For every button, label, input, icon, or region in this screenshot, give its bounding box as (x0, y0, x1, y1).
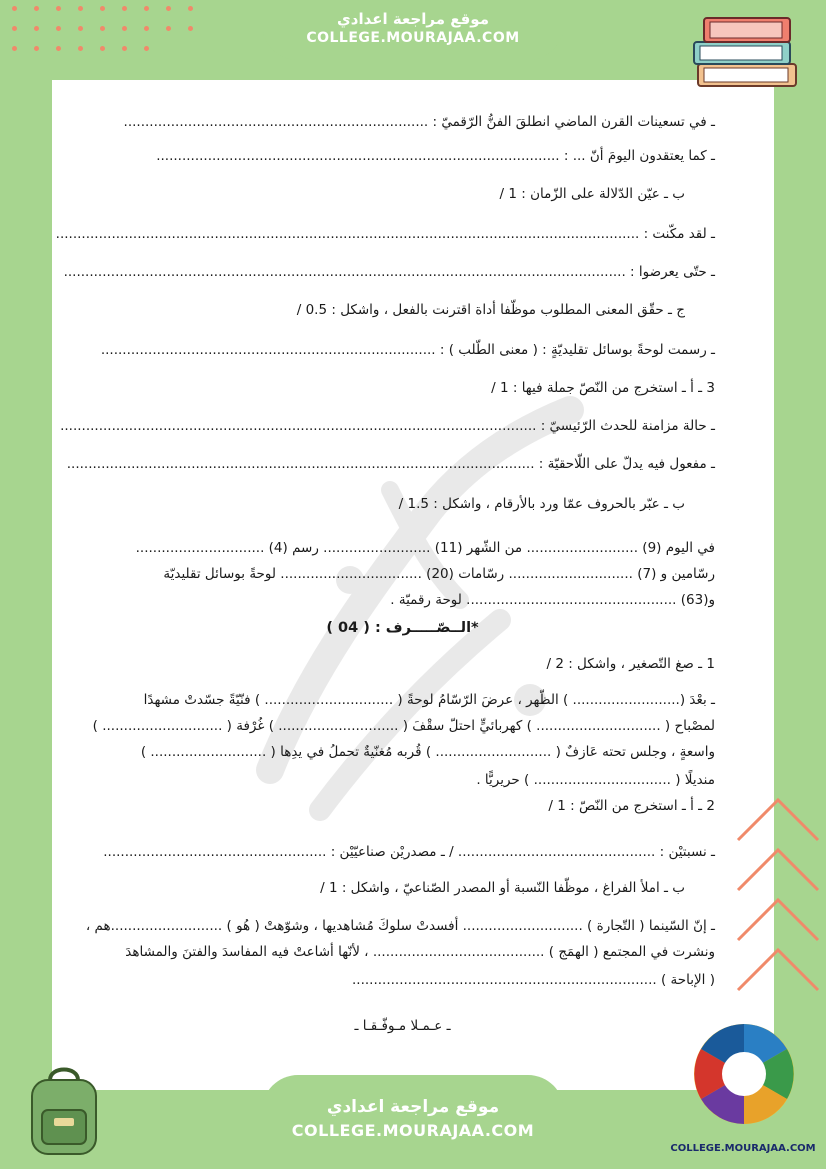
text-line: *الــصّـــــرف : ( 04 ) (326, 620, 479, 636)
text-line: ـ لقد مكّنت : ........................................................................................................................................ (55, 226, 715, 242)
decorative-dot (100, 46, 105, 51)
text-line: ـ إنّ السّينما ( التّجارة ) ............................ أفسدتْ سلوكَ مُشاهديها ، وشوّهتْ ( هُو ) ..........................هم ، (85, 918, 715, 934)
text-line: و(63) ................................................. لوحة رقميّة . (390, 592, 715, 608)
decorative-dot (56, 26, 61, 31)
decorative-dot (100, 6, 105, 11)
text-line: لمصْباح ( ............................. ) كهربائيٍّ احتلّ سقْفَ ( ............................ ) غُرْفة ( ............................ ) (92, 718, 715, 734)
text-line: 3 ـ أ ـ استخرج من النّصّ جملة فيها : 1 / (491, 380, 715, 396)
text-line: ـ مفعول فيه يدلّ على اللّاحقيّة : ............................................................................................................. (66, 456, 715, 472)
site-footer[interactable] (262, 1075, 564, 1169)
decorative-dot (144, 6, 149, 11)
decorative-dot (12, 26, 17, 31)
text-line: ( الإباحة ) ....................................................................... (352, 972, 715, 988)
text-line: في اليوم (9) .......................... من الشّهر (11) ......................... رسم (4) .............................. (135, 540, 715, 556)
backpack-icon (14, 1060, 114, 1160)
text-line: ـ كما يعتقدون اليومَ أنّ ... : .............................................................................................. (156, 148, 715, 164)
text-line: ـ حالة مزامنة للحدث الرّئيسيّ : ............................................................................................................... (60, 418, 715, 434)
decorative-dot (78, 46, 83, 51)
decorative-dot (144, 46, 149, 51)
decorative-dot (100, 26, 105, 31)
text-line: ـ نسبتيْن : .............................................. / ـ مصدريْن صناعيّيْن : .................................................... (103, 844, 715, 860)
decorative-dot (34, 26, 39, 31)
text-line: 1 ـ صغ التّصغير ، واشكل : 2 / (546, 656, 715, 672)
decorative-dot (122, 26, 127, 31)
text-line: ب ـ عبّر بالحروف عمّا ورد بالأرقام ، واشكل : 1.5 / (398, 496, 685, 512)
decorative-dot (12, 46, 17, 51)
text-line: ب ـ املأ الفراغ ، موظّفا النّسبة أو المصدر الصّناعيّ ، واشكل : 1 / (320, 880, 685, 896)
text-line: واسعةٍ ، وجلس تحته عَازفٌ ( ........................... ) قُربه مُغنّيةٌ تحملُ في يدِها ( ........................... ) (140, 744, 715, 760)
footer-site-name: موقع مراجعة اعدادي (326, 1097, 500, 1117)
decorative-dot (34, 6, 39, 11)
text-line: ـ حتّى يعرضوا : ................................................................................................................................... (63, 264, 715, 280)
text-line: رسّامين و (7) ............................. رسّامات (20) ................................. لوحةً بوسائل تقليديّة (163, 566, 715, 582)
site-header[interactable] (262, 0, 564, 60)
decorative-dot (78, 6, 83, 11)
decorative-dot (166, 26, 171, 31)
text-line: ـ رسمت لوحةً بوسائل تقليديّةٍ : ( معنى الطّلب ) : .............................................................................. (100, 342, 715, 358)
decorative-dot (188, 26, 193, 31)
badge-domain: COLLEGE.MOURAJAA.COM (670, 1143, 816, 1154)
text-line: منديلًا ( ................................ ) حريريًّا . (476, 772, 715, 788)
text-line: ـ في تسعينات القرن الماضي انطلقَ الفنُّ الرّقميّ : ....................................................................... (123, 114, 715, 130)
site-name: موقع مراجعة اعدادي (337, 10, 489, 28)
text-line: ونشرت في المجتمع ( الهمَج ) ........................................ ، لأنّها أشاعتْ فيه المفاسدَ والفتنَ والمشاهدَ (125, 944, 715, 960)
decorative-dot (56, 46, 61, 51)
text-line: ج ـ حقّق المعنى المطلوب موظّفا أداة اقترنت بالفعل ، واشكل : 0.5 / (296, 302, 685, 318)
decorative-dot (144, 26, 149, 31)
text-line: ب ـ عيّن الدّلالة على الزّمان : 1 / (499, 186, 685, 202)
text-line: ـ بعْدَ (......................... ) الظّهر ، عرضَ الرّسّامُ لوحةً ( .............................. ) فنّيّةً جسّدتْ مشهدًا (143, 692, 715, 708)
education-wheel-icon (692, 1022, 796, 1126)
decorative-dot (122, 6, 127, 11)
text-line: 2 ـ أ ـ استخرج من النّصّ : 1 / (548, 798, 715, 814)
chevron-up-icon (730, 790, 826, 1040)
text-line: ـ عـمـلا مـوفّـقـا ـ (354, 1018, 451, 1034)
books-icon (690, 6, 802, 96)
decorative-dot (122, 46, 127, 51)
decorative-dot (56, 6, 61, 11)
decorative-dot (12, 6, 17, 11)
decorative-dot (188, 6, 193, 11)
footer-site-domain: COLLEGE.MOURAJAA.COM (291, 1121, 535, 1140)
site-domain: COLLEGE.MOURAJAA.COM (306, 30, 520, 46)
decorative-dot (78, 26, 83, 31)
decorative-dot (166, 6, 171, 11)
decorative-dot (34, 46, 39, 51)
frame-left (0, 0, 52, 1169)
